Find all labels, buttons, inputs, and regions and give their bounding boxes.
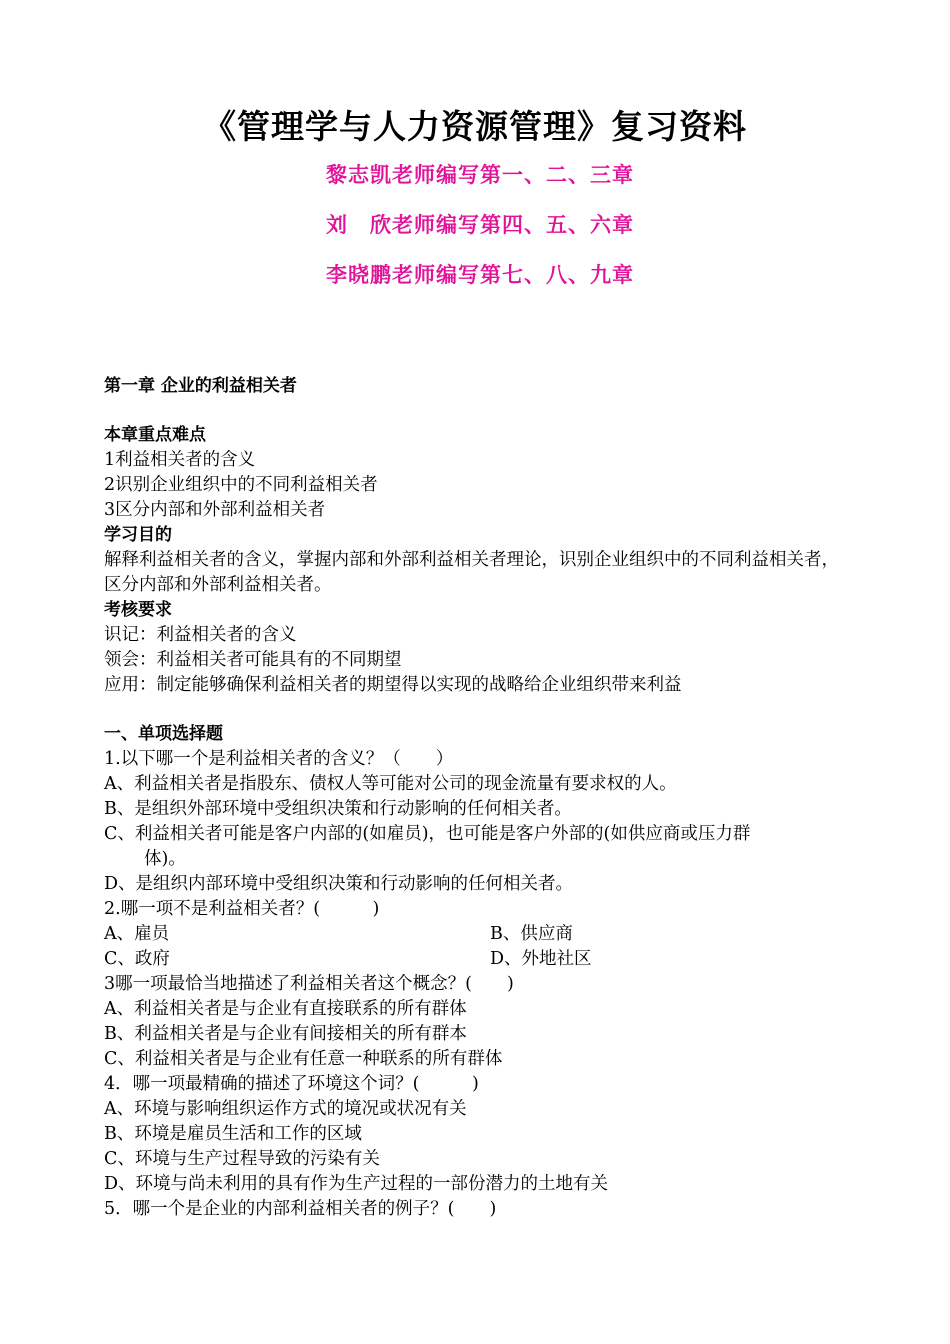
option-d: D、外地社区	[490, 949, 592, 969]
chapter-title: 第一章 企业的利益相关者	[104, 376, 297, 396]
section-heading: 一、单项选择题	[104, 724, 223, 744]
option-a: A、利益相关者是指股东、债权人等可能对公司的现金流量有要求权的人。	[104, 774, 677, 794]
option-c: C、政府	[104, 949, 170, 969]
option-b: B、利益相关者是与企业有间接相关的所有群本	[104, 1024, 467, 1044]
option-c: C、环境与生产过程导致的污染有关	[104, 1149, 380, 1169]
option-c: C、利益相关者是与企业有任意一种联系的所有群体	[104, 1049, 503, 1069]
options-row	[104, 922, 864, 947]
goals-heading: 学习目的	[104, 525, 172, 545]
author-line-1: 黎志凯老师编写第一、二、三章	[326, 163, 634, 187]
question-1: 1.以下哪一个是利益相关者的含义？（ ）	[104, 749, 454, 769]
key-point-item: 1利益相关者的含义	[104, 450, 256, 470]
option-c-continued: 体)。	[144, 849, 186, 869]
document-body	[104, 374, 864, 1222]
option-b: B、环境是雇员生活和工作的区域	[104, 1124, 362, 1144]
option-a: A、雇员	[104, 924, 170, 944]
option-c: C、利益相关者可能是客户内部的(如雇员)，也可能是客户外部的(如供应商或压力群	[104, 824, 751, 844]
question-2: 2.哪一项不是利益相关者？( )	[104, 899, 380, 919]
goals-text: 解释利益相关者的含义，掌握内部和外部利益相关者理论，识别企业组织中的不同利益相关者，	[104, 550, 839, 570]
options-row	[104, 947, 864, 972]
exam-heading: 考核要求	[104, 600, 172, 620]
option-a: A、利益相关者是与企业有直接联系的所有群体	[104, 999, 467, 1019]
option-a: A、环境与影响组织运作方式的境况或状况有关	[104, 1099, 467, 1119]
question-5: 5．哪一个是企业的内部利益相关者的例子？( )	[104, 1199, 497, 1219]
question-3: 3哪一项最恰当地描述了利益相关者这个概念？( )	[104, 974, 514, 994]
question-4: 4．哪一项最精确的描述了环境这个词？( )	[104, 1074, 479, 1094]
exam-item: 识记：利益相关者的含义	[104, 625, 297, 645]
author-line-3: 李晓鹏老师编写第七、八、九章	[326, 263, 634, 287]
key-points-heading: 本章重点难点	[104, 425, 206, 445]
key-point-item: 3区分内部和外部利益相关者	[104, 500, 326, 520]
option-d: D、是组织内部环境中受组织决策和行动影响的任何相关者。	[104, 874, 574, 894]
option-d: D、环境与尚未利用的具有作为生产过程的一部份潜力的土地有关	[104, 1174, 609, 1194]
key-point-item: 2识别企业组织中的不同利益相关者	[104, 475, 378, 495]
goals-text-continued: 区分内部和外部利益相关者。	[104, 575, 332, 595]
option-b: B、供应商	[490, 924, 573, 944]
document-title: 《管理学与人力资源管理》复习资料	[203, 107, 747, 146]
author-line-2: 刘 欣老师编写第四、五、六章	[326, 213, 634, 237]
exam-item: 领会：利益相关者可能具有的不同期望	[104, 650, 402, 670]
exam-item: 应用：制定能够确保利益相关者的期望得以实现的战略给企业组织带来利益	[104, 675, 682, 695]
option-b: B、是组织外部环境中受组织决策和行动影响的任何相关者。	[104, 799, 572, 819]
